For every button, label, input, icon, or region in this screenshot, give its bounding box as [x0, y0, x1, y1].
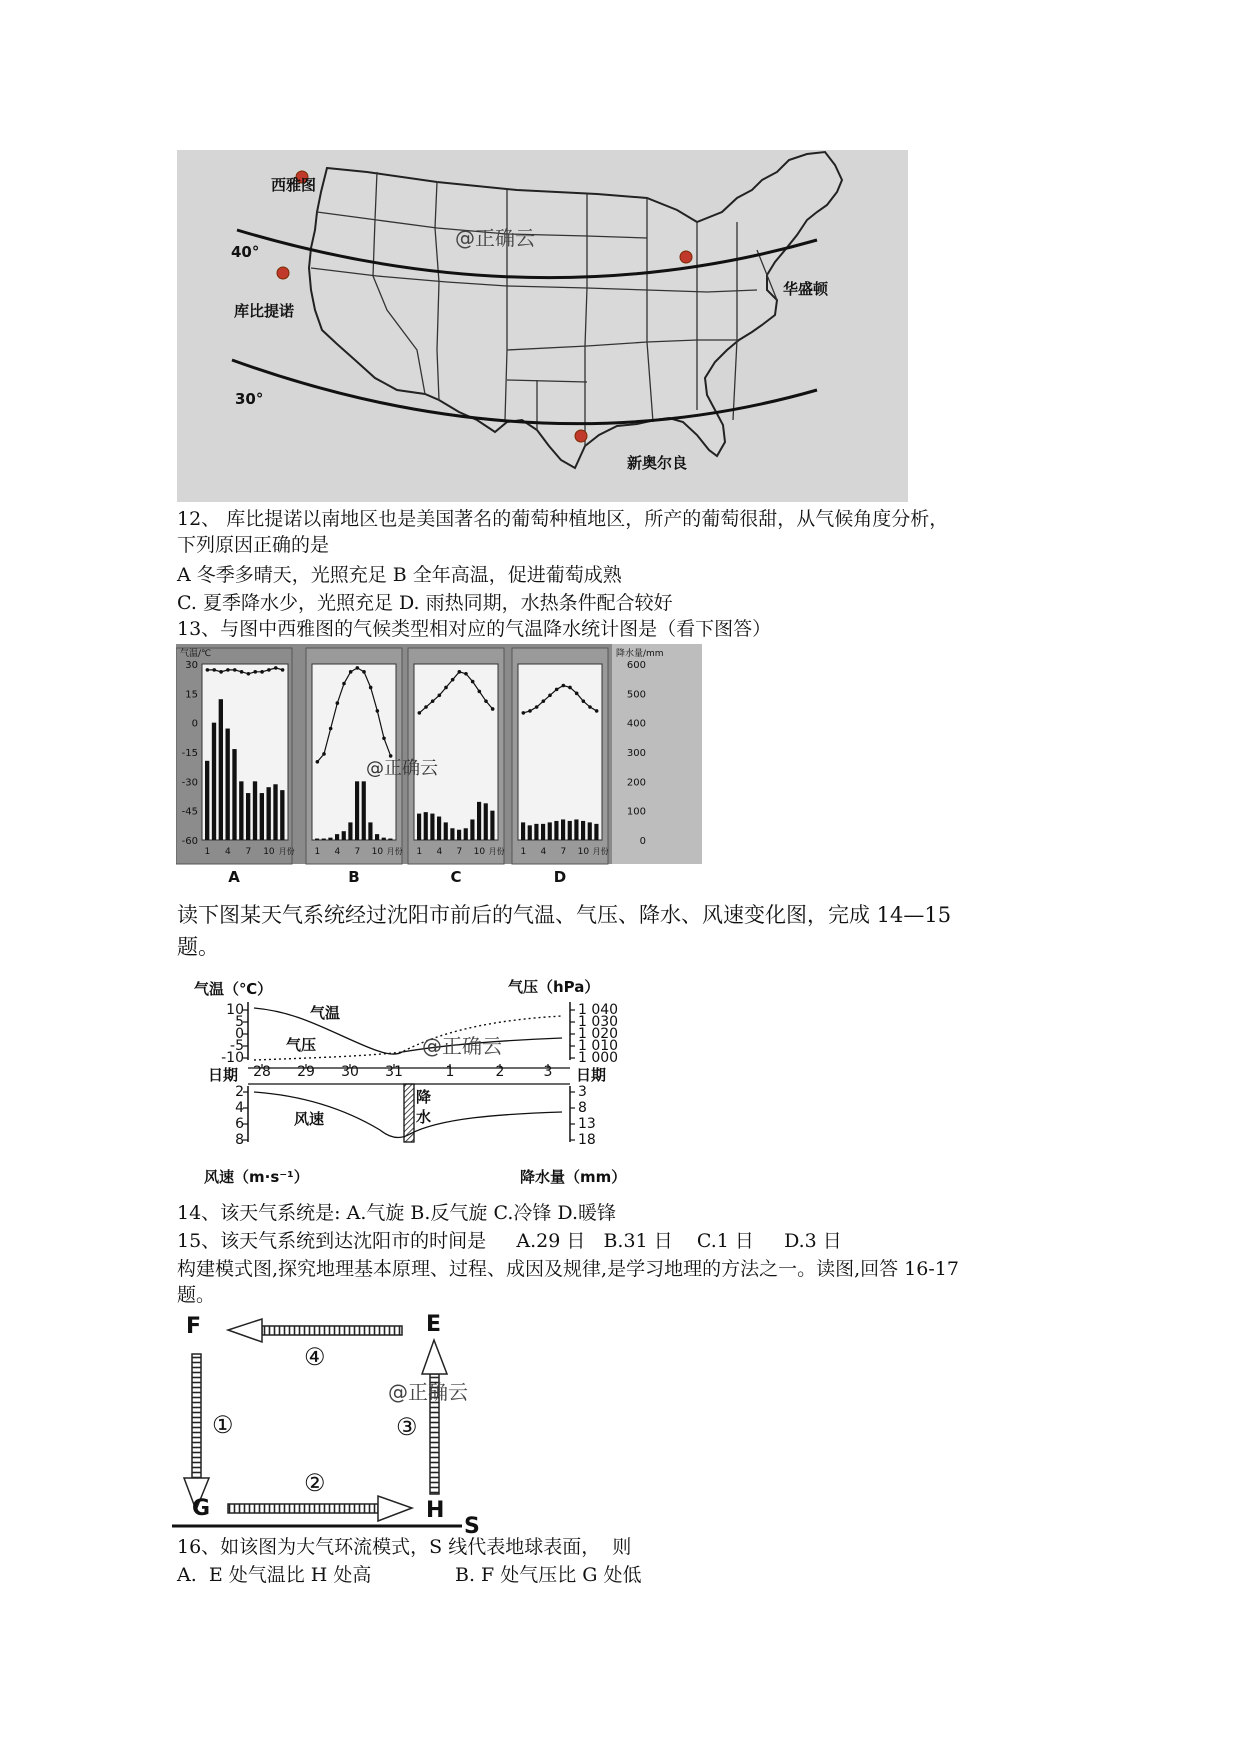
- temp-tick-label: -45: [181, 806, 198, 818]
- precip-tick-label: 0: [639, 836, 646, 847]
- intro-14-15-line2: 题。: [177, 935, 219, 959]
- temp-tick-label: 30: [185, 660, 198, 671]
- month-tick-label: 4: [225, 847, 231, 857]
- label-n4: ④: [304, 1343, 326, 1371]
- circulation-watermark: @正确云: [388, 1380, 468, 1404]
- watermark: @正确云: [455, 226, 535, 250]
- temp-point-D-5: [548, 693, 552, 697]
- month-tick-label: 1: [314, 847, 321, 857]
- wind-curve-label: 风速: [294, 1110, 325, 1128]
- precip-bar-A-5: [232, 749, 236, 840]
- precip-bar-D-7: [561, 819, 565, 840]
- precip-bar-D-9: [574, 819, 578, 840]
- temp-point-C-8: [464, 672, 468, 676]
- temp-point-D-4: [542, 699, 546, 703]
- precip-bar-B-5: [342, 831, 346, 840]
- precip-bar-A-10: [267, 787, 271, 840]
- date-tick: 29: [297, 1064, 315, 1080]
- temp-point-D-3: [535, 705, 539, 709]
- circulation-diagram: [172, 1310, 492, 1539]
- climate-charts: [176, 644, 702, 884]
- wind-tick: 6: [235, 1116, 244, 1132]
- intro-14-15-line1: 读下图某天气系统经过沈阳市前后的气温、气压、降水、风速变化图，完成 14—15: [177, 903, 952, 927]
- precip-bar-A-7: [246, 793, 250, 840]
- precip-bar-B-3: [328, 838, 332, 840]
- month-tick-label: 4: [334, 847, 341, 857]
- temp-point-D-9: [575, 692, 579, 696]
- pressure-tick: 1 020: [578, 1026, 619, 1042]
- temp-point-C-10: [478, 690, 482, 694]
- climate-watermark: @正确云: [366, 758, 438, 779]
- label-S: S: [464, 1514, 480, 1539]
- temp-point-A-9: [260, 670, 264, 674]
- temp-point-D-1: [522, 711, 526, 715]
- precip-bar-A-2: [212, 723, 216, 840]
- month-tick-label: 10: [371, 847, 384, 857]
- temp-point-B-8: [362, 670, 366, 674]
- temp-point-C-4: [438, 693, 442, 697]
- pressure-tick: 1 030: [578, 1014, 619, 1030]
- wind-tick: 4: [235, 1100, 244, 1116]
- date-tick: 31: [385, 1064, 403, 1080]
- temp-axis-label: 气温（℃）: [194, 980, 273, 998]
- precip-tick-label: 500: [626, 689, 646, 701]
- precip-bar-B-4: [335, 834, 339, 840]
- pressure-axis-label: 气压（hPa）: [508, 978, 600, 996]
- temp-tick: -10: [221, 1050, 244, 1066]
- temp-axis-label: 气温/℃: [180, 649, 212, 659]
- temp-point-C-12: [491, 707, 495, 711]
- precip-bar-B-11: [382, 838, 386, 840]
- temp-point-A-2: [212, 668, 216, 672]
- temp-point-D-10: [582, 699, 586, 703]
- temp-point-D-11: [588, 705, 592, 709]
- month-tick-label: 1: [520, 847, 527, 857]
- month-unit-label: 月份: [592, 847, 609, 856]
- precip-axis-label: 降水量/mm: [616, 649, 664, 659]
- precip-bar-D-5: [548, 822, 552, 840]
- temp-point-B-1: [316, 760, 320, 764]
- weather-chart-drawing: [190, 972, 640, 1192]
- temp-point-D-7: [562, 684, 566, 688]
- precip-bar-C-12: [490, 811, 494, 840]
- temp-point-A-4: [226, 668, 230, 672]
- temp-point-B-3: [329, 727, 333, 731]
- temp-point-D-12: [595, 709, 599, 713]
- date-tick: 28: [253, 1064, 271, 1080]
- precip-tick-label: 400: [626, 718, 646, 730]
- precip-bar-C-1: [417, 814, 421, 840]
- temp-point-B-2: [322, 752, 326, 756]
- temp-point-B-9: [369, 686, 373, 690]
- q12-stem-line2: 下列原因正确的是: [177, 534, 330, 556]
- climate-chart-letter-D: D: [553, 868, 567, 884]
- label-H: H: [426, 1498, 445, 1523]
- precip-bar-D-10: [581, 821, 585, 840]
- precip-bar-C-7: [457, 830, 461, 840]
- precip-tick-label: 100: [626, 806, 646, 818]
- month-tick-label: 1: [416, 847, 423, 857]
- q12-stem-line1: 12、 库比提诺以南地区也是美国著名的葡萄种植地区，所产的葡萄很甜，从气候角度分析，: [177, 508, 949, 530]
- q16-option-a: A. E 处气温比 H 处高: [177, 1564, 372, 1586]
- climate-charts-drawing: [176, 644, 702, 884]
- label-G: G: [192, 1496, 211, 1521]
- latitude-40-label: 40°: [231, 243, 260, 261]
- weather-chart: [190, 972, 640, 1192]
- date-tick: 30: [341, 1064, 359, 1080]
- temp-point-A-5: [233, 668, 237, 672]
- precip-bar-B-7: [355, 781, 359, 840]
- month-tick-label: 10: [577, 847, 590, 857]
- date-ticks: [190, 1062, 640, 1082]
- month-tick-label: 7: [354, 847, 361, 857]
- precip-bar-C-6: [450, 828, 454, 840]
- temp-tick: 10: [226, 1002, 244, 1018]
- precip-bar-C-3: [430, 814, 434, 840]
- precip-axis-panel: [612, 644, 702, 864]
- precip-bar-B-1: [315, 839, 319, 840]
- temp-tick-label: 0: [191, 718, 198, 730]
- temp-point-A-12: [281, 668, 285, 672]
- usa-map-drawing: [177, 150, 908, 502]
- precip-bar-B-12: [388, 839, 392, 840]
- climate-plot-area-D: [518, 664, 602, 840]
- q15-text: 15、该天气系统到达沈阳市的时间是 A.29 日 B.31 日 C.1 日 D.3 日: [177, 1230, 842, 1252]
- q14-text: 14、该天气系统是: A.气旋 B.反气旋 C.冷锋 D.暖锋: [177, 1202, 616, 1224]
- date-tick: 1: [445, 1064, 455, 1080]
- precip-bar-A-11: [273, 784, 277, 840]
- precip-bar-A-12: [280, 790, 284, 840]
- precip-bar-C-8: [464, 828, 468, 840]
- precip-tick-label: 300: [626, 748, 646, 759]
- precip-bar-A-1: [205, 761, 209, 840]
- temp-tick-label: -15: [181, 748, 198, 759]
- precip-bar-C-9: [470, 819, 474, 840]
- precip-bar-D-8: [568, 821, 572, 840]
- precip-tick-label: 600: [626, 660, 646, 671]
- wind-axis-label: 风速（m·s⁻¹）: [204, 1168, 309, 1186]
- climate-chart-letter-B: B: [348, 868, 360, 884]
- precip-bar-B-6: [348, 822, 352, 840]
- temp-point-C-6: [451, 678, 455, 682]
- city-new-orleans-label: 新奥尔良: [627, 454, 688, 472]
- intro-16-17-line1: 构建模式图,探究地理基本原理、过程、成因及规律,是学习地理的方法之一。读图,回答 16-17: [177, 1258, 959, 1280]
- wind-tick: 2: [235, 1084, 244, 1100]
- month-tick-label: 7: [560, 847, 567, 857]
- pressure-tick: 1 040: [578, 1002, 619, 1018]
- month-tick-label: 7: [245, 847, 252, 857]
- q16-stem: 16、如该图为大气环流模式，S 线代表地球表面， 则: [177, 1536, 632, 1558]
- temp-point-B-10: [376, 709, 380, 713]
- temp-point-C-11: [484, 699, 488, 703]
- usa-map: [177, 150, 908, 502]
- temp-point-C-2: [424, 705, 428, 709]
- temp-point-C-1: [418, 711, 422, 715]
- q16-option-b: B. F 处气压比 G 处低: [455, 1564, 642, 1586]
- city-seattle-label: 西雅图: [271, 176, 317, 194]
- precip-bar-A-4: [226, 729, 230, 840]
- date-label-left: 日期: [208, 1066, 239, 1084]
- temp-tick: -5: [230, 1038, 244, 1054]
- pressure-curve-label: 气压: [286, 1036, 317, 1054]
- precip-bar-A-9: [260, 793, 264, 840]
- month-unit-label: 月份: [386, 847, 403, 856]
- rain-bar-label-2: 水: [416, 1108, 432, 1126]
- q12-options-line1: A 冬季多晴天，光照充足 B 全年高温，促进葡萄成熟: [177, 564, 622, 586]
- rain-tick: 8: [578, 1100, 587, 1116]
- temp-point-B-6: [349, 670, 353, 674]
- temp-point-A-11: [274, 666, 278, 670]
- latitude-30-label: 30°: [235, 390, 264, 408]
- pressure-tick: 1 010: [578, 1038, 619, 1054]
- label-n1: ①: [212, 1411, 234, 1439]
- precip-bar-C-4: [437, 817, 441, 840]
- month-tick-label: 4: [540, 847, 547, 857]
- temp-tick-label: -60: [181, 836, 198, 847]
- temp-tick-label: -30: [181, 777, 198, 789]
- rain-tick: 13: [578, 1116, 596, 1132]
- temp-point-C-9: [471, 680, 475, 684]
- temp-point-B-7: [356, 666, 360, 670]
- label-n3: ③: [396, 1413, 418, 1441]
- temp-tick-label: 15: [185, 689, 198, 701]
- precip-bar-C-10: [477, 802, 481, 840]
- temp-point-D-6: [555, 688, 559, 692]
- temp-point-B-5: [342, 682, 346, 686]
- date-label-right: 日期: [576, 1066, 607, 1084]
- pressure-tick: 1 000: [578, 1050, 619, 1066]
- temp-point-B-4: [336, 701, 340, 705]
- temp-point-C-3: [431, 699, 435, 703]
- wind-tick: 8: [235, 1132, 244, 1148]
- precip-bar-D-11: [588, 822, 592, 840]
- temp-point-A-1: [206, 668, 210, 672]
- temp-tick: 0: [235, 1026, 244, 1042]
- rain-axis-label: 降水量（mm）: [520, 1168, 627, 1186]
- month-tick-label: 4: [436, 847, 443, 857]
- temp-point-C-5: [444, 686, 448, 690]
- temp-point-A-3: [219, 670, 223, 674]
- temp-point-D-2: [528, 709, 532, 713]
- precip-bar-A-3: [219, 699, 223, 840]
- precip-bar-D-1: [521, 822, 525, 840]
- rain-tick: 18: [578, 1132, 596, 1148]
- temp-point-A-7: [247, 672, 251, 676]
- precip-bar-B-10: [375, 834, 379, 840]
- label-E: E: [426, 1312, 442, 1337]
- climate-chart-letter-C: C: [450, 868, 462, 884]
- weather-watermark: @正确云: [422, 1034, 502, 1058]
- month-tick-label: 1: [204, 847, 211, 857]
- precip-bar-D-12: [594, 824, 598, 840]
- label-n2: ②: [304, 1469, 326, 1497]
- precip-bar-B-9: [368, 822, 372, 840]
- month-unit-label: 月份: [278, 847, 295, 856]
- q12-options-line2: C. 夏季降水少，光照充足 D. 雨热同期，水热条件配合较好: [177, 592, 673, 614]
- temp-point-A-6: [240, 670, 244, 674]
- rain-bar-label-1: 降: [416, 1088, 432, 1106]
- precip-bar-C-2: [424, 812, 428, 840]
- precip-tick-label: 200: [626, 777, 646, 789]
- date-tick: 3: [543, 1064, 553, 1080]
- precip-bar-D-6: [554, 821, 558, 840]
- month-tick-label: 7: [456, 847, 463, 857]
- month-tick-label: 10: [473, 847, 486, 857]
- precip-bar-C-11: [484, 803, 488, 840]
- q13-stem: 13、与图中西雅图的气候类型相对应的气温降水统计图是（看下图答）: [177, 618, 772, 640]
- temp-curve-label: 气温: [310, 1004, 341, 1022]
- intro-16-17-line2: 题。: [177, 1284, 216, 1306]
- temp-point-A-8: [253, 670, 257, 674]
- climate-chart-letter-A: A: [228, 868, 240, 884]
- precip-bar-C-5: [444, 822, 448, 840]
- precip-bar-B-8: [362, 781, 366, 840]
- label-F: F: [186, 1314, 202, 1339]
- precip-bar-D-3: [534, 824, 538, 840]
- temp-point-B-11: [382, 737, 386, 741]
- temp-tick: 5: [235, 1014, 244, 1030]
- city-washington-label: 华盛顿: [783, 280, 829, 298]
- temp-point-C-7: [458, 670, 462, 674]
- month-tick-label: 10: [263, 847, 275, 857]
- precip-bar-D-4: [541, 824, 545, 840]
- date-tick: 2: [495, 1064, 505, 1080]
- temp-point-A-10: [267, 668, 271, 672]
- temp-point-D-8: [568, 686, 572, 690]
- precip-bar-D-2: [528, 825, 532, 840]
- precip-bar-A-8: [253, 781, 257, 840]
- month-unit-label: 月份: [488, 847, 505, 856]
- rain-tick: 3: [578, 1084, 587, 1100]
- city-kubitino-label: 库比提诺: [234, 302, 295, 320]
- precip-bar-B-2: [322, 839, 326, 840]
- precip-bar-A-6: [239, 781, 243, 840]
